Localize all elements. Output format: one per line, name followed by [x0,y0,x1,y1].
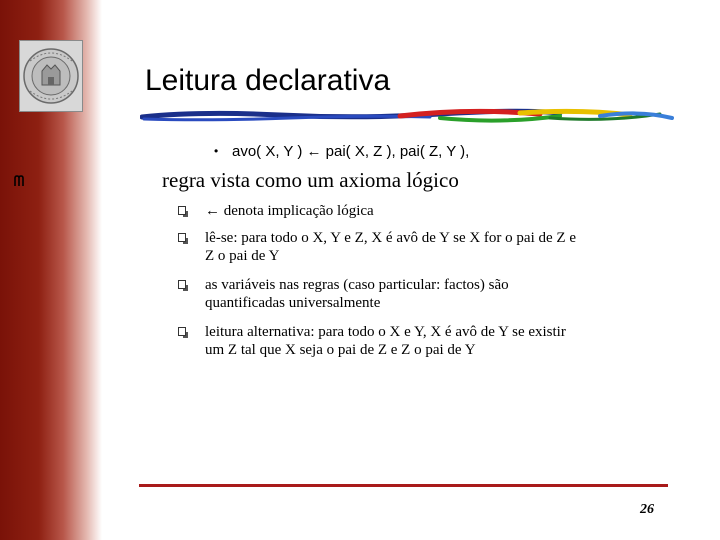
footer-rule [139,484,668,487]
main-bullet [162,168,459,193]
sub-bullet-2-line1: lê-se: para todo o X, Y e Z, X é avô de Y se X for o pai de Z e [205,230,576,246]
sub-bullet-4-line2: um Z tal que X seja o pai de Z e Z o pai de Y [205,342,476,358]
sub-bullet-3 [205,276,509,312]
sub-bullet-1 [205,202,374,220]
formula-bullet-icon: • [214,144,219,158]
formula-text: avo( X, Y ) ← pai( X, Z ), pai( Z, Y ), [232,143,470,160]
shadow-square-icon [178,327,186,336]
sub-bullet-4-line1: leitura alternativa: para todo o X e Y, X é avô de Y se existir [205,324,566,340]
sub-bullet-2 [205,229,576,265]
sub-bullet-2-line2: Z o pai de Y [205,248,280,264]
main-bullet-text: regra vista como um axioma lógico [162,168,459,192]
sub-bullet-3-line1: as variáveis nas regras (caso particular: factos) são [205,277,509,293]
slide-title: Leitura declarativa [145,64,391,97]
sub-bullet-3-line2: quantificadas universalmente [205,295,381,311]
university-seal-icon [19,40,83,112]
shadow-square-icon [178,280,186,289]
shadow-square-icon [178,233,186,242]
page-number: 26 [640,502,654,517]
sub-bullet-1-line1: ← denota implicação lógica [205,203,374,219]
formula-line [214,143,470,160]
curved-bullet-icon [14,175,28,187]
shadow-square-icon [178,206,186,215]
title-underline-stroke [140,104,675,128]
sub-bullet-4 [205,323,566,359]
